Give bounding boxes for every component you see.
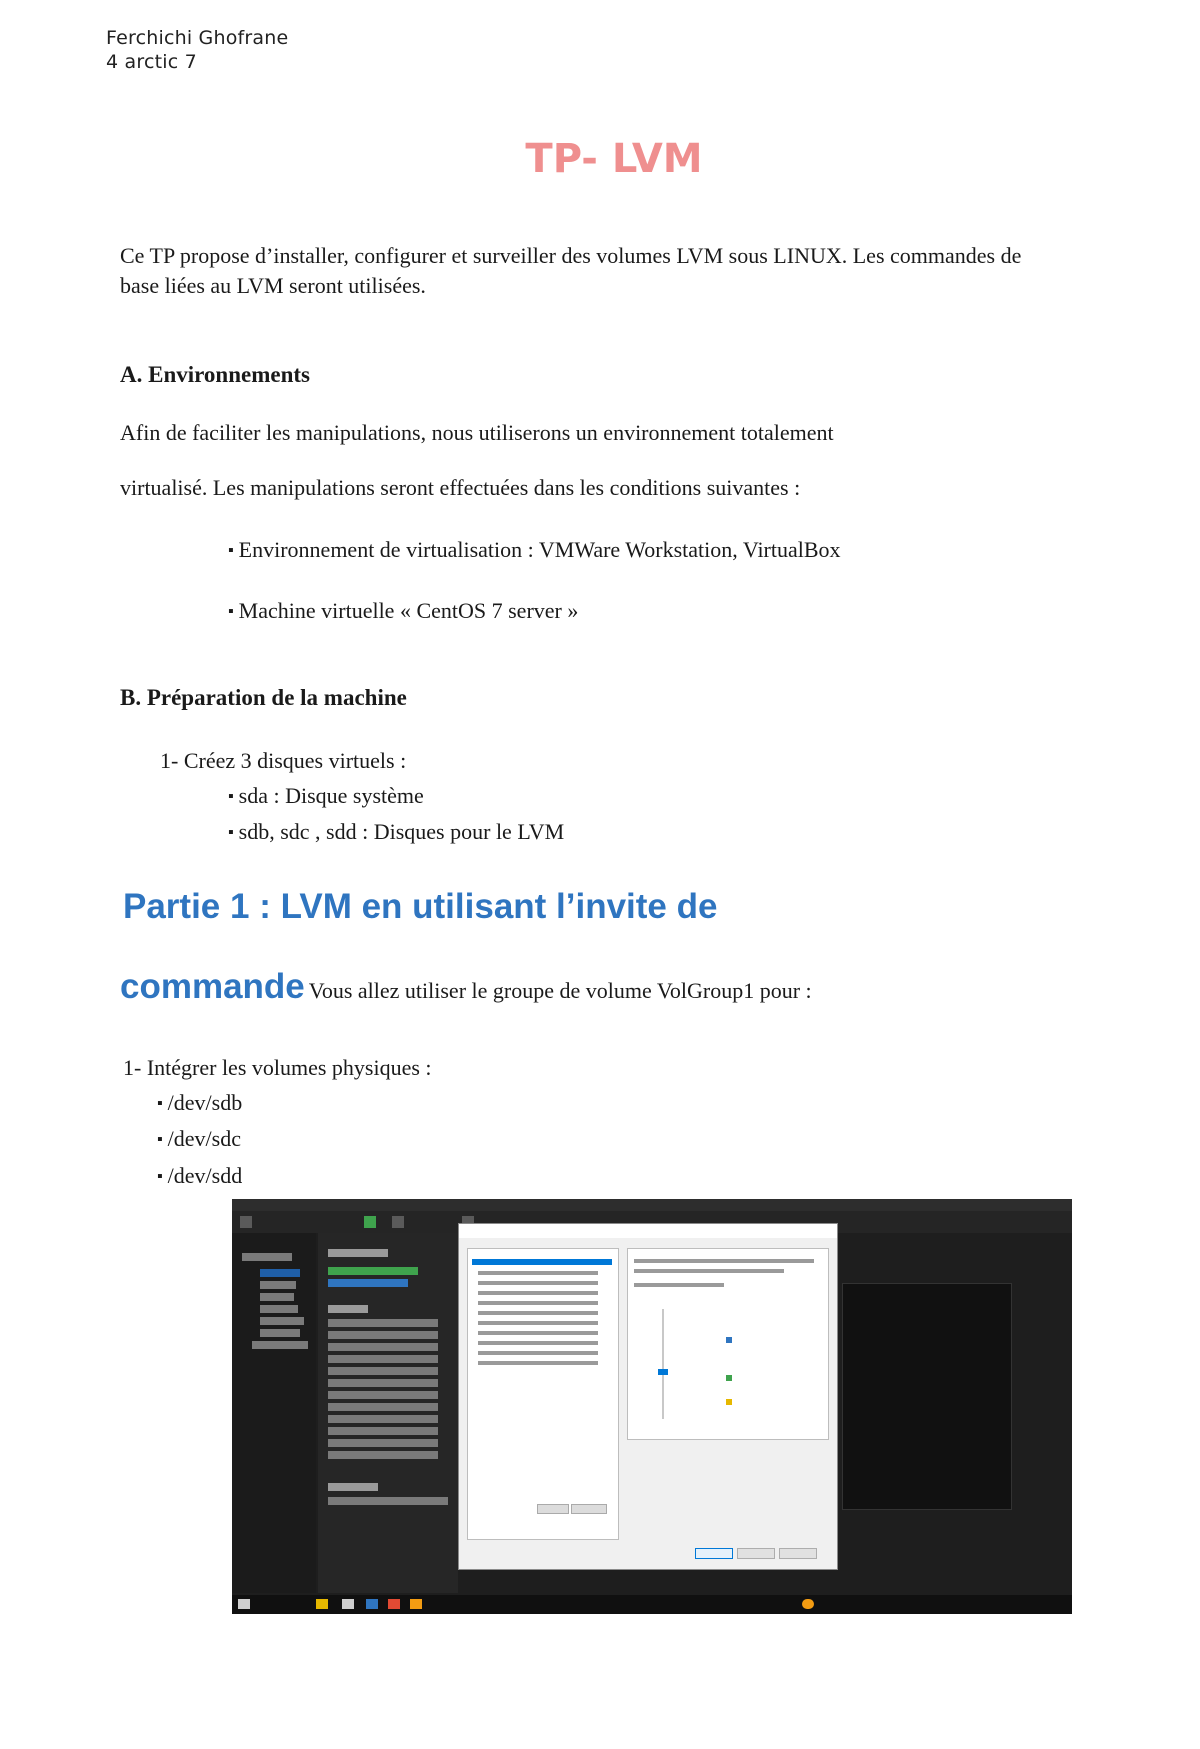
volume-item: ▪ /dev/sdc: [157, 1124, 241, 1157]
sidebar-item: [242, 1253, 292, 1261]
section-b-step-1: 1- Créez 3 disques virtuels :: [160, 748, 407, 773]
sidebar-item: [260, 1293, 294, 1301]
section-b-bullet: ▪ sdb, sdc , sdd : Disques pour le LVM: [228, 817, 564, 850]
volume-item: ▪ /dev/sdb: [157, 1088, 242, 1121]
panel-line: [328, 1427, 438, 1435]
part-1-title-line-1: Partie 1 : LVM en utilisant l’invite de: [123, 887, 718, 926]
start-menu-icon[interactable]: [238, 1599, 250, 1609]
attribute-line: [634, 1259, 814, 1263]
attribute-slider-handle[interactable]: [658, 1369, 668, 1375]
dialog-title-bar: [459, 1224, 837, 1238]
panel-heading: [328, 1249, 388, 1257]
dialog-cancel-button[interactable]: [737, 1548, 775, 1559]
dialog-add-button[interactable]: [537, 1504, 569, 1514]
panel-line: [328, 1439, 438, 1447]
section-b-bullet: ▪ sda : Disque système: [228, 781, 424, 814]
dialog-list-item: [478, 1341, 598, 1345]
section-a-bullet: ▪ Environnement de virtualisation : VMWare Workstation, VirtualBox: [228, 535, 841, 568]
sidebar-item: [252, 1341, 308, 1349]
sidebar-item: [260, 1305, 298, 1313]
panel-line: [328, 1379, 438, 1387]
intro-line-2: base liées au LVM seront utilisées.: [120, 273, 426, 298]
chrome-icon[interactable]: [388, 1599, 400, 1609]
sidebar-item-selected: [260, 1269, 300, 1277]
dialog-list-item: [478, 1331, 598, 1335]
panel-line: [328, 1403, 438, 1411]
panel-line: [328, 1267, 418, 1275]
dialog-list-item: [478, 1311, 598, 1315]
panel-line: [328, 1367, 438, 1375]
panel-line: [328, 1331, 438, 1339]
windows-taskbar: [232, 1595, 1072, 1614]
legend-swatch: [726, 1337, 732, 1343]
weather-icon[interactable]: [802, 1599, 814, 1609]
virtualbox-screenshot: [232, 1199, 1072, 1614]
section-a-bullet: ▪ Machine virtuelle « CentOS 7 server »: [228, 596, 578, 629]
panel-line: [328, 1355, 438, 1363]
dialog-help-button[interactable]: [779, 1548, 817, 1559]
section-a-paragraph-1: Afin de faciliter les manipulations, nous utiliserons un environnement totalement: [120, 420, 834, 445]
legend-swatch: [726, 1399, 732, 1405]
dialog-list-item: [478, 1361, 598, 1365]
author-name: Ferchichi Ghofrane: [106, 27, 289, 49]
class-name: 4 arctic 7: [106, 51, 197, 73]
panel-line: [328, 1415, 438, 1423]
legend-swatch: [726, 1375, 732, 1381]
dialog-list-item: [478, 1301, 598, 1305]
dialog-device-list: [467, 1248, 619, 1540]
section-b-heading: B. Préparation de la machine: [120, 685, 407, 710]
panel-line: [328, 1391, 438, 1399]
settings-dialog: [458, 1223, 838, 1570]
panel-line: [328, 1319, 438, 1327]
attribute-slider-track: [662, 1309, 664, 1419]
dialog-remove-button[interactable]: [571, 1504, 607, 1514]
dialog-list-item: [478, 1351, 598, 1355]
part-1-lead: Vous allez utiliser le groupe de volume VolGroup1 pour :: [308, 978, 812, 1003]
panel-line: [328, 1497, 448, 1505]
start-icon: [364, 1216, 376, 1228]
dialog-list-selected: [472, 1259, 612, 1265]
toolbar-icon: [392, 1216, 404, 1228]
section-a-paragraph-2: virtualisé. Les manipulations seront effectuées dans les conditions suivantes :: [120, 475, 801, 500]
section-a-heading: A. Environnements: [120, 362, 310, 387]
dialog-list-item: [478, 1291, 598, 1295]
part-1-title-word: commande: [120, 967, 305, 1006]
document-title: TP- LVM: [525, 136, 703, 182]
dialog-list-item: [478, 1281, 598, 1285]
dialog-list-item: [478, 1271, 598, 1275]
panel-line: [328, 1343, 438, 1351]
attribute-line: [634, 1269, 784, 1273]
part-1-title-line-2: [120, 967, 812, 1007]
sidebar-item: [260, 1317, 304, 1325]
part-1-step-1: 1- Intégrer les volumes physiques :: [123, 1055, 432, 1080]
volume-item: ▪ /dev/sdd: [157, 1161, 242, 1194]
vm-details-panel: [318, 1233, 458, 1593]
dialog-attributes-panel: [627, 1248, 829, 1440]
dialog-ok-button[interactable]: [695, 1548, 733, 1559]
dialog-list-item: [478, 1321, 598, 1325]
sidebar-item: [260, 1281, 296, 1289]
panel-heading: [328, 1483, 378, 1491]
file-explorer-icon[interactable]: [316, 1599, 328, 1609]
intro-line-1: Ce TP propose d’installer, configurer et surveiller des volumes LVM sous LINUX. Les commandes de: [120, 243, 1022, 268]
window-title-bar: [232, 1199, 1072, 1211]
toolbar-icon: [240, 1216, 252, 1228]
library-sidebar: [232, 1233, 316, 1593]
virtualbox-icon[interactable]: [410, 1599, 422, 1609]
sidebar-item: [260, 1329, 300, 1337]
panel-line: [328, 1279, 408, 1287]
panel-heading: [328, 1305, 368, 1313]
taskbar-app-icon[interactable]: [342, 1599, 354, 1609]
vm-preview: [842, 1283, 1012, 1510]
panel-line: [328, 1451, 438, 1459]
taskbar-app-icon[interactable]: [366, 1599, 378, 1609]
attribute-line: [634, 1283, 724, 1287]
